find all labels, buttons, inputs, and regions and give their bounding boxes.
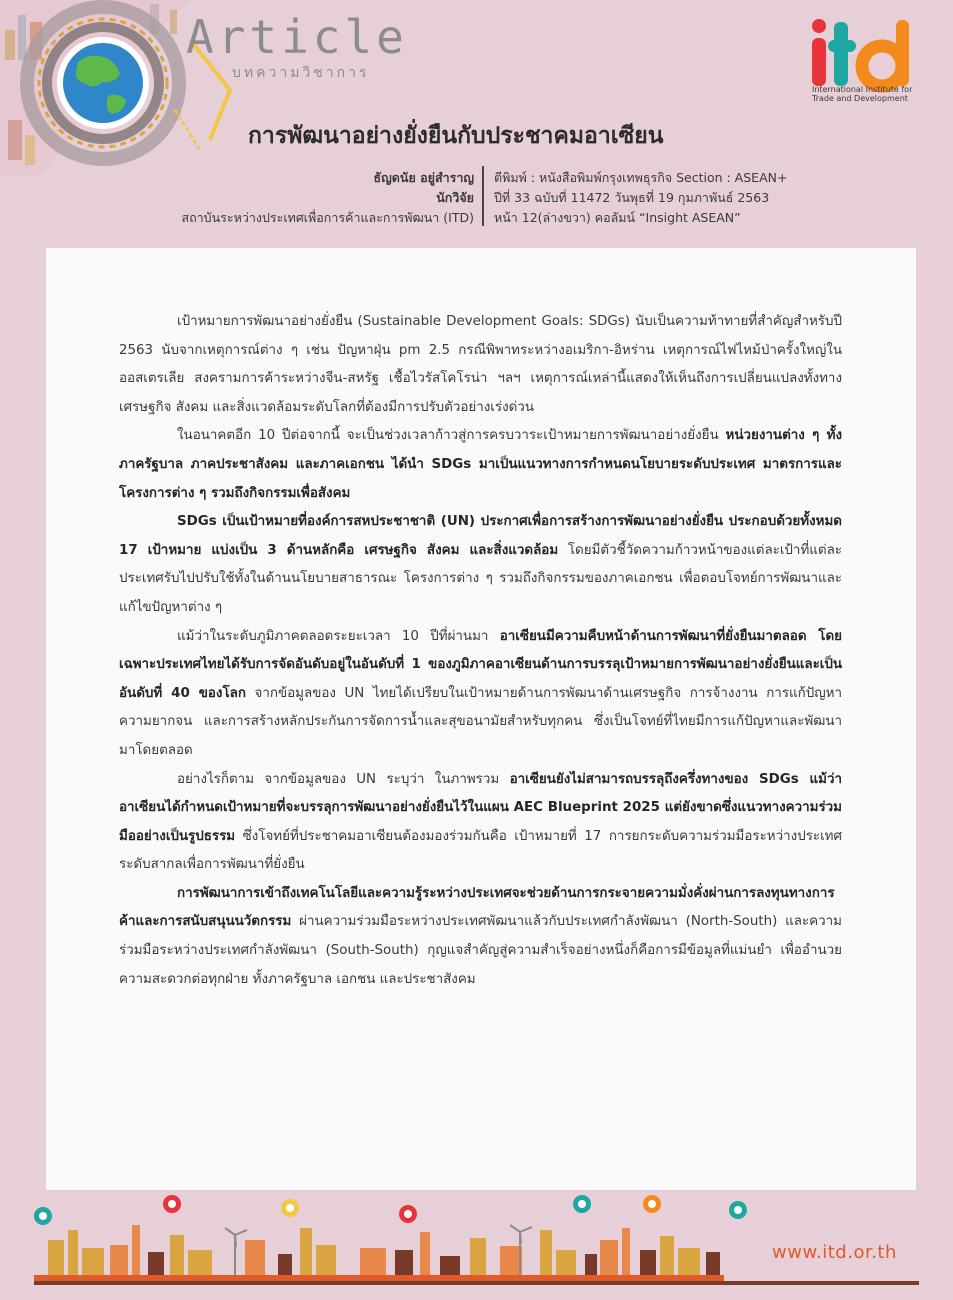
logo-caption-line-2: Trade and Development (812, 94, 908, 103)
paragraph-5-text-a: อย่างไรก็ตาม จากข้อมูลของ UN ระบุว่า ในภาพรวม (177, 771, 510, 787)
logo-caption (812, 85, 922, 103)
paragraph-4 (119, 623, 842, 766)
paragraph-6-bold: การพัฒนาการเข้าถึงเทคโนโลยีและความรู้ระหว่างประเทศจะช่วยด้านการกระจายความมั่งคั่งผ่านการลงทุนทางการค้าและการสนับสนุนนวัตกรรม (119, 885, 835, 930)
article-body (119, 308, 842, 994)
author-position: นักวิจัย (436, 190, 474, 205)
publication-line-2: ปีที่ 33 ฉบับที่ 11472 วันพุธที่ 19 กุมภาพันธ์ 2563 (494, 190, 770, 205)
paragraph-2-text: ในอนาคตอีก 10 ปีต่อจากนี้ จะเป็นช่วงเวลาก้าวสู่การครบวาระเป้าหมายการพัฒนาอย่างยั่งยืน (177, 428, 726, 444)
paragraph-6-text: ผ่านความร่วมมือระหว่างประเทศพัฒนาแล้วกับประเทศกำลังพัฒนา (North-South) และความร่วมมือระหว่างประเทศกำลังพัฒนา (South-South) กุญแจสำคัญสู่ความสำเร็จอย่างหนึ่งก็คือการมีข้อมูลที่แม่นยำ เพื่ออำนวยความสะดวกต่อทุกฝ่าย ทั้งภาครัฐบาล เอกชน และประชาสังคม (119, 914, 842, 987)
author-name: ธัญดนัย อยู่สำราญ (373, 170, 474, 185)
paragraph-1 (119, 308, 842, 422)
paragraph-2 (119, 422, 842, 508)
paragraph-3 (119, 508, 842, 622)
article-heading-word: Article (186, 10, 408, 64)
paragraph-5-text-b: ซึ่งโจทย์ที่ประชาคมอาเซียนต้องมองร่วมกันคือ เป้าหมายที่ 17 การยกระดับความร่วมมือระหว่างประเทศระดับสากลเพื่อการพัฒนาที่ยั่งยืน (119, 828, 842, 873)
paragraph-4-text-b: จากข้อมูลของ UN ไทยได้เปรียบในเป้าหมายด้านการพัฒนาด้านเศรษฐกิจ การจ้างงาน การแก้ปัญหาความยากจน และการสร้างหลักประกันการจัดการน้ำและสุขอนามัยสำหรับทุกคน ซึ่งเป็นโจทย์ที่ไทยมีการแก้ปัญหาและพัฒนามาโดยตลอด (119, 685, 843, 758)
logo-caption-line-1: International Institute for (812, 85, 913, 94)
publication-line-3: หน้า 12(ล่างขวา) คอลัมน์ “Insight ASEAN” (494, 210, 741, 225)
paragraph-1-text: เป้าหมายการพัฒนาอย่างยั่งยืน (Sustainable Development Goals: SDGs) นับเป็นความท้าทายที่สำคัญสำหรับปี 2563 นับจากเหตุการณ์ต่าง ๆ เช่น ปัญหาฝุ่น pm 2.5 กรณีพิพาทระหว่างอเมริกา-อิหร่าน เหตุการณ์ไฟไหม้ป่าครั้งใหญ่ในออสเตรเลีย สงครามการค้าระหว่างจีน-สหรัฐ เชื้อไวรัสโคโรน่า ฯลฯ เหตุการณ์เหล่านี้แสดงให้เห็นถึงการเปลี่ยนแปลงทั้งทางเศรษฐกิจ สังคม และสิ่งแวดล้อมระดับโลกที่ต้องมีการปรับตัวอย่างเร่งด่วน (119, 314, 842, 415)
publication-line-1: ตีพิมพ์ : หนังสือพิมพ์กรุงเทพธุรกิจ Section : ASEAN+ (494, 170, 788, 185)
document-title: การพัฒนาอย่างยั่งยืนกับประชาคมอาเซียน (248, 123, 664, 149)
website-url: www.itd.or.th (772, 1242, 897, 1263)
author-block (181, 168, 474, 228)
publication-info (494, 168, 787, 228)
paragraph-5 (119, 766, 842, 880)
header-divider (482, 166, 484, 226)
paragraph-5-bold: อาเซียนยังไม่สามารถบรรลุถึงครึ่งทางของ SDGs แม้ว่าอาเซียนได้กำหนดเป้าหมายที่จะบรรลุการพัฒนาอย่างยั่งยืนไว้ในแผน AEC Blueprint 2025 แต่ยังขาดซึ่งแนวทางความร่วมมืออย่างเป็นรูปธรรม (119, 771, 843, 844)
paragraph-2-bold: หน่วยงานต่าง ๆ ทั้งภาครัฐบาล ภาคประชาสังคม และภาคเอกชน ได้นำ SDGs มาเป็นแนวทางการกำหนดนโยบายระดับประเทศ มาตรการและโครงการต่าง ๆ รวมถึงกิจกรรมเพื่อสังคม (119, 428, 842, 501)
paragraph-4-text-a: แม้ว่าในระดับภูมิภาคตลอดระยะเวลา 10 ปีที่ผ่านมา (177, 628, 500, 644)
article-subheading: บทความวิชาการ (232, 65, 370, 81)
author-organization: สถาบันระหว่างประเทศเพื่อการค้าและการพัฒนา (ITD) (181, 210, 474, 225)
paragraph-4-bold: อาเซียนมีความคืบหน้าด้านการพัฒนาที่ยั่งยืนมาตลอด โดยเฉพาะประเทศไทยได้รับการจัดอันดับอยู่ในอันดับที่ 1 ของภูมิภาคอาเซียนด้านการบรรลุเป้าหมายการพัฒนาอย่างยั่งยืนและเป็นอันดับที่ 40 ของโลก (119, 628, 842, 701)
paragraph-3-bold: SDGs เป็นเป้าหมายที่องค์การสหประชาชาติ (UN) ประกาศเพื่อการสร้างการพัฒนาอย่างยั่งยืน ประกอบด้วยทั้งหมด 17 เป้าหมาย แบ่งเป็น 3 ด้านหลักคือ เศรษฐกิจ สังคม และสิ่งแวดล้อม (119, 514, 842, 558)
paragraph-6 (119, 880, 842, 994)
paragraph-3-text: โดยมีตัวชี้วัดความก้าวหน้าของแต่ละเป้าที่แต่ละประเทศรับไปปรับใช้ทั้งในด้านนโยบายสาธารณะ โครงการต่าง ๆ รวมถึงกิจกรรมของภาคเอกชน เพื่อตอบโจทย์การพัฒนาและแก้ไขปัญหาต่าง ๆ (119, 542, 842, 615)
